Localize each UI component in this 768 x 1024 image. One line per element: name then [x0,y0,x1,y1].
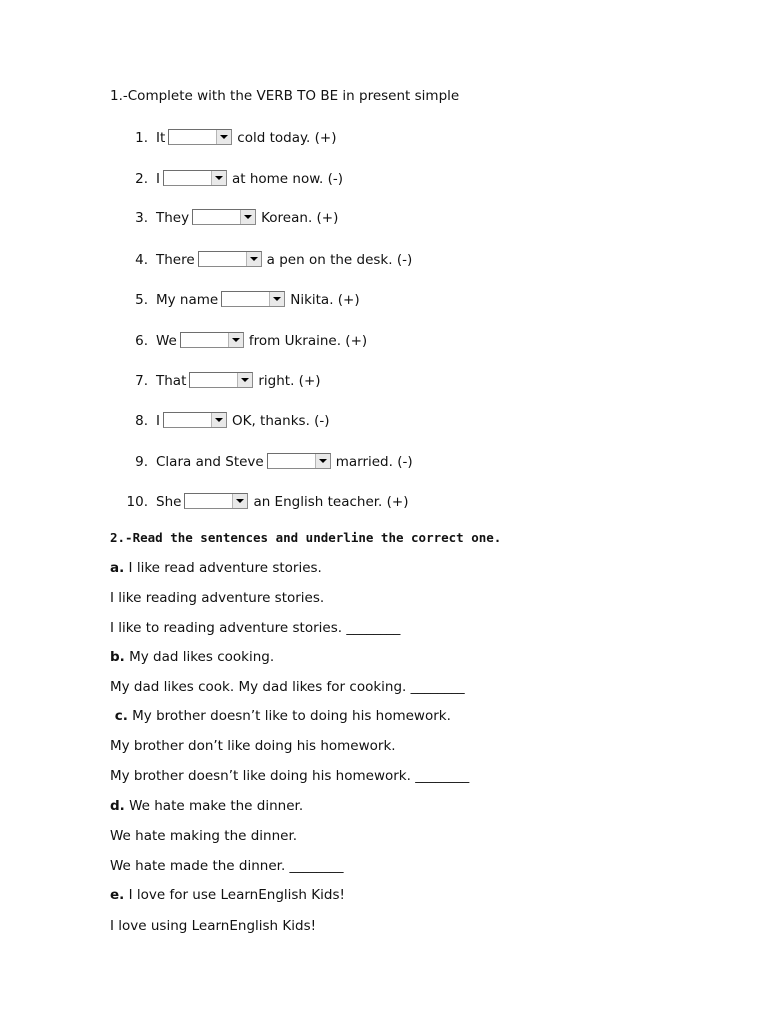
sentence-line [110,827,297,845]
list-item [126,493,409,511]
verb-select[interactable] [168,129,232,145]
option-letter: e. [110,887,125,903]
item-text-after: right. (+) [258,373,321,389]
sentence-line [110,648,274,666]
item-text-before: That [156,373,187,389]
item-text-after: a pen on the desk. (-) [266,252,413,268]
option-letter: c. [110,708,128,724]
chevron-down-icon[interactable] [237,373,252,387]
list-item [135,209,339,227]
chevron-down-icon[interactable] [246,252,261,266]
item-text-after: at home now. (-) [231,171,344,187]
sentence-text: My dad likes cooking. [124,649,275,665]
chevron-down-icon[interactable] [240,210,255,224]
sentence-text: My brother don’t like doing his homework. [110,738,396,754]
item-text-before: I [156,413,160,429]
verb-select[interactable] [267,453,331,469]
item-text-after: married. (-) [335,454,413,470]
sentence-line [110,559,322,577]
sentence-line [110,857,344,875]
exercise-2-title: 2.-Read the sentences and underline the correct one. [110,530,502,545]
item-text-after: OK, thanks. (-) [231,413,330,429]
chevron-down-icon[interactable] [269,292,284,306]
item-text-after: cold today. (+) [237,130,337,146]
verb-select[interactable] [198,251,262,267]
sentence-line [110,767,469,785]
sentence-text: My dad likes cook. My dad likes for cooking. ________ [110,679,465,695]
sentence-line [110,619,400,637]
chevron-down-icon[interactable] [232,494,247,508]
item-text-after: from Ukraine. (+) [248,333,368,349]
option-letter: d. [110,798,125,814]
sentence-text: I like read adventure stories. [124,560,322,576]
sentence-text: I like reading adventure stories. [110,590,325,606]
item-text-before: It [156,130,166,146]
sentence-line [110,707,451,725]
sentence-line [110,678,465,696]
list-item [135,412,330,430]
sentence-line [110,589,324,607]
item-text-before: I [156,171,160,187]
verb-select[interactable] [221,291,285,307]
sentence-line [110,797,303,815]
item-number: 6. [135,333,148,349]
verb-select[interactable] [189,372,253,388]
chevron-down-icon[interactable] [228,333,243,347]
item-text-before: There [156,252,195,268]
item-text-before: They [156,210,190,226]
item-number: 8. [135,413,148,429]
sentence-line [110,886,345,904]
chevron-down-icon[interactable] [216,130,231,144]
list-item [135,251,413,269]
item-text-after: Korean. (+) [261,210,339,226]
item-number: 5. [135,292,148,308]
sentence-text: I like to reading adventure stories. ________ [110,620,401,636]
chevron-down-icon[interactable] [211,171,226,185]
option-letter: a. [110,560,125,576]
item-text-after: Nikita. (+) [290,292,360,308]
sentence-text: My brother doesn’t like doing his homework. ________ [110,768,470,784]
item-number: 10. [126,494,148,510]
exercise-1-title: 1.-Complete with the VERB TO BE in present simple [110,88,460,104]
sentence-text: We hate making the dinner. [110,828,298,844]
sentence-text: We hate made the dinner. ________ [110,858,344,874]
verb-select[interactable] [163,412,227,428]
chevron-down-icon[interactable] [211,413,226,427]
verb-select[interactable] [180,332,244,348]
item-number: 4. [135,252,148,268]
chevron-down-icon[interactable] [315,454,330,468]
sentence-text: I love for use LearnEnglish Kids! [124,887,345,903]
sentence-line [110,917,316,935]
list-item [135,372,321,390]
sentence-text: I love using LearnEnglish Kids! [110,918,317,934]
sentence-text: We hate make the dinner. [124,798,304,814]
item-number: 9. [135,454,148,470]
list-item [135,453,413,471]
verb-select[interactable] [184,493,248,509]
option-letter: b. [110,649,125,665]
item-text-before: Clara and Steve [156,454,264,470]
item-number: 7. [135,373,148,389]
list-item [135,332,368,350]
item-number: 2. [135,171,148,187]
item-number: 1. [135,130,148,146]
sentence-text: My brother doesn’t like to doing his homework. [127,708,451,724]
sentence-line [110,737,396,755]
item-text-before: We [156,333,177,349]
list-item [135,291,360,309]
item-text-before: My name [156,292,219,308]
verb-select[interactable] [163,170,227,186]
list-item [135,129,337,147]
item-text-before: She [156,494,182,510]
verb-select[interactable] [192,209,256,225]
item-number: 3. [135,210,148,226]
list-item [135,170,344,188]
item-text-after: an English teacher. (+) [253,494,409,510]
